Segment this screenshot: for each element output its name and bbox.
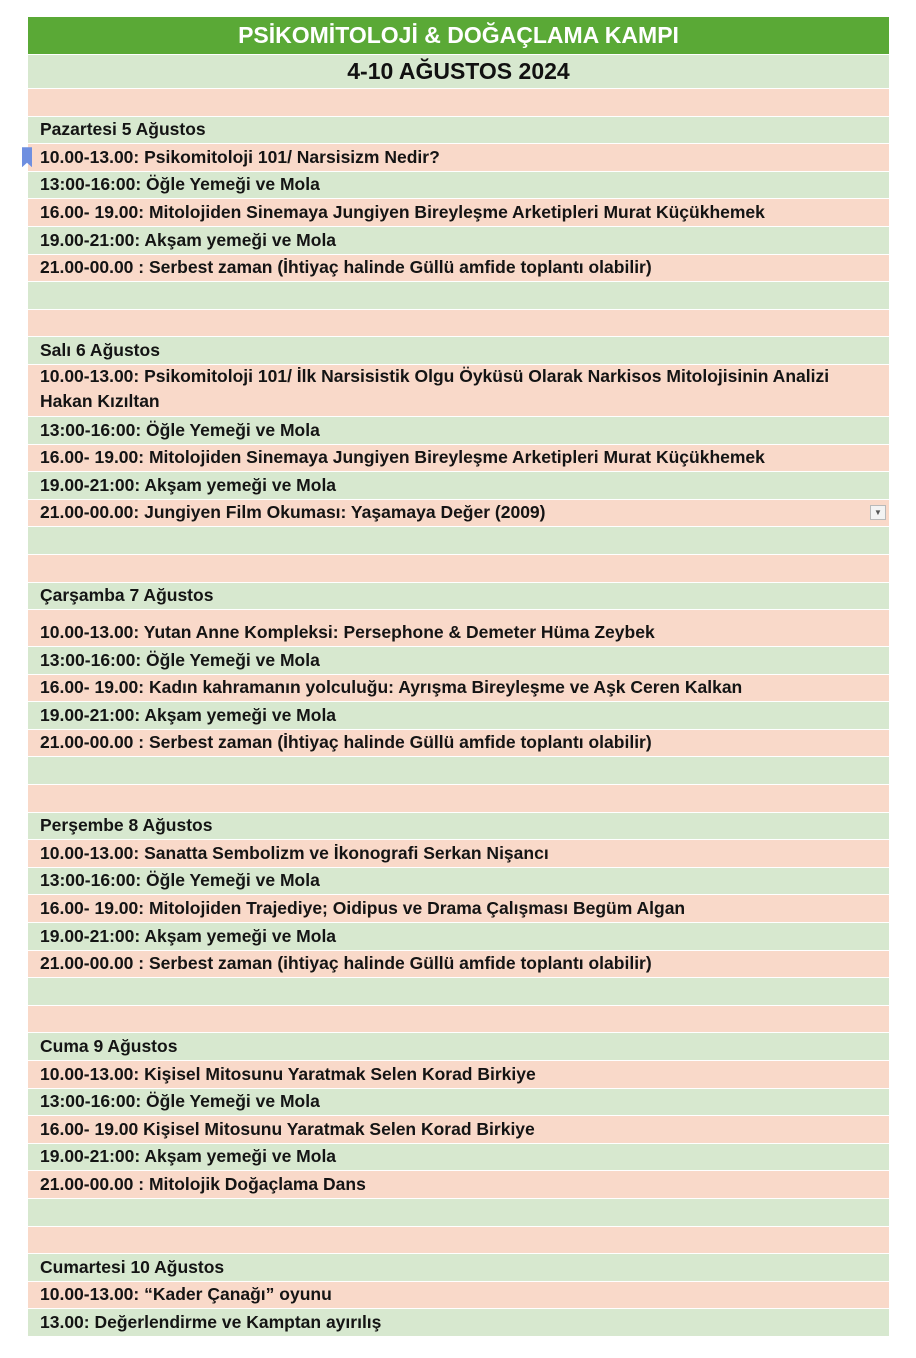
schedule-item[interactable] bbox=[28, 702, 889, 730]
empty-row[interactable] bbox=[28, 1199, 889, 1227]
empty-row[interactable] bbox=[28, 89, 889, 117]
dropdown-arrow-icon[interactable]: ▼ bbox=[870, 505, 886, 520]
schedule-item[interactable] bbox=[28, 417, 889, 445]
empty-row[interactable] bbox=[28, 1006, 889, 1034]
camp-dates: 4-10 AĞUSTOS 2024 bbox=[28, 55, 889, 89]
empty-row[interactable] bbox=[28, 282, 889, 310]
item-text: 16.00- 19.00: Mitolojiden Sinemaya Jungiyen Bireyleşme Arketipleri Murat Küçükhemek bbox=[40, 447, 765, 468]
schedule-item[interactable] bbox=[28, 1309, 889, 1337]
schedule-item[interactable] bbox=[28, 647, 889, 675]
item-text: 10.00-13.00: Sanatta Sembolizm ve İkonografi Serkan Nişancı bbox=[40, 842, 549, 863]
item-text: 16.00- 19.00: Kadın kahramanın yolculuğu: Ayrışma Bireyleşme ve Aşk Ceren Kalkan bbox=[40, 677, 743, 698]
day-label: Pazartesi 5 Ağustos bbox=[40, 119, 206, 140]
schedule-item[interactable] bbox=[28, 951, 889, 979]
day-heading[interactable] bbox=[28, 1033, 889, 1061]
item-text: 16.00- 19.00: Mitolojiden Trajediye; Oidipus ve Drama Çalışması Begüm Algan bbox=[40, 898, 686, 919]
schedule-item[interactable] bbox=[28, 255, 889, 283]
day-heading[interactable] bbox=[28, 583, 889, 611]
schedule-rows bbox=[28, 89, 889, 1337]
schedule-sheet bbox=[28, 17, 889, 1337]
schedule-item[interactable] bbox=[28, 199, 889, 227]
item-text: 19.00-21:00: Akşam yemeği ve Mola bbox=[40, 925, 337, 946]
day-heading[interactable] bbox=[28, 117, 889, 145]
schedule-item[interactable] bbox=[28, 1089, 889, 1117]
item-text: 19.00-21:00: Akşam yemeği ve Mola bbox=[40, 1146, 337, 1167]
day-label: Cuma 9 Ağustos bbox=[40, 1036, 178, 1056]
item-text: 21.00-00.00 : Mitolojik Doğaçlama Dans bbox=[40, 1173, 366, 1194]
item-text: 10.00-13.00: “Kader Çanağı” oyunu bbox=[40, 1284, 332, 1305]
item-text: 19.00-21:00: Akşam yemeği ve Mola bbox=[40, 704, 337, 725]
item-text: 13.00: Değerlendirme ve Kamptan ayırılış bbox=[40, 1311, 382, 1332]
schedule-item[interactable] bbox=[28, 172, 889, 200]
schedule-item[interactable] bbox=[28, 730, 889, 758]
item-text: 13:00-16:00: Öğle Yemeği ve Mola bbox=[40, 174, 320, 195]
schedule-item[interactable] bbox=[28, 1061, 889, 1089]
schedule-item[interactable] bbox=[28, 675, 889, 703]
schedule-item[interactable] bbox=[28, 227, 889, 255]
item-text: 10.00-13.00: Psikomitoloji 101/ Narsisizm Nedir? bbox=[40, 146, 440, 167]
schedule-item[interactable] bbox=[28, 1144, 889, 1172]
day-label: Perşembe 8 Ağustos bbox=[40, 815, 213, 836]
empty-row[interactable] bbox=[28, 757, 889, 785]
item-text: 21.00-00.00 : Serbest zaman (İhtiyaç halinde Güllü amfide toplantı olabilir) bbox=[40, 257, 652, 278]
item-text: 13:00-16:00: Öğle Yemeği ve Mola bbox=[40, 419, 320, 440]
item-text: 21.00-00.00: Jungiyen Film Okuması: Yaşamaya Değer (2009) bbox=[40, 502, 546, 523]
schedule-item[interactable] bbox=[28, 144, 889, 172]
item-text: 13:00-16:00: Öğle Yemeği ve Mola bbox=[40, 1091, 320, 1112]
day-label: Salı 6 Ağustos bbox=[40, 339, 160, 360]
empty-row[interactable] bbox=[28, 555, 889, 583]
schedule-item[interactable] bbox=[28, 923, 889, 951]
item-text: 13:00-16:00: Öğle Yemeği ve Mola bbox=[40, 649, 320, 670]
empty-row[interactable] bbox=[28, 785, 889, 813]
bookmark-icon[interactable] bbox=[22, 147, 32, 167]
item-text: 10.00-13.00: Yutan Anne Kompleksi: Persephone & Demeter Hüma Zeybek bbox=[40, 622, 655, 643]
item-text: 19.00-21:00: Akşam yemeği ve Mola bbox=[40, 474, 337, 495]
item-text: 21.00-00.00 : Serbest zaman (İhtiyaç halinde Güllü amfide toplantı olabilir) bbox=[40, 732, 652, 753]
item-text: 19.00-21:00: Akşam yemeği ve Mola bbox=[40, 229, 337, 250]
schedule-item[interactable] bbox=[28, 1171, 889, 1199]
empty-row[interactable] bbox=[28, 310, 889, 338]
empty-row[interactable] bbox=[28, 527, 889, 555]
day-heading[interactable] bbox=[28, 337, 889, 365]
camp-title: PSİKOMİTOLOJİ & DOĞAÇLAMA KAMPI bbox=[28, 17, 889, 55]
item-text: 21.00-00.00 : Serbest zaman (ihtiyaç halinde Güllü amfide toplantı olabilir) bbox=[40, 953, 652, 974]
schedule-item[interactable] bbox=[28, 445, 889, 473]
schedule-item[interactable] bbox=[28, 1116, 889, 1144]
schedule-item[interactable] bbox=[28, 840, 889, 868]
day-heading[interactable] bbox=[28, 1254, 889, 1282]
schedule-item[interactable] bbox=[28, 1282, 889, 1310]
item-text: 10.00-13.00: Kişisel Mitosunu Yaratmak Selen Korad Birkiye bbox=[40, 1063, 536, 1084]
empty-row[interactable] bbox=[28, 1227, 889, 1255]
item-text: 13:00-16:00: Öğle Yemeği ve Mola bbox=[40, 870, 320, 891]
schedule-item[interactable] bbox=[28, 610, 889, 647]
empty-row[interactable] bbox=[28, 978, 889, 1006]
item-text: 10.00-13.00: Psikomitoloji 101/ İlk Narsisistik Olgu Öyküsü Olarak Narkisos Mitolojisinin Analizi Hakan Kızıltan bbox=[40, 365, 830, 411]
schedule-item[interactable] bbox=[28, 895, 889, 923]
item-text: 16.00- 19.00 Kişisel Mitosunu Yaratmak Selen Korad Birkiye bbox=[40, 1118, 535, 1139]
schedule-item[interactable] bbox=[28, 365, 889, 417]
schedule-item[interactable] bbox=[28, 500, 889, 528]
day-label: Çarşamba 7 Ağustos bbox=[40, 585, 214, 606]
schedule-item[interactable] bbox=[28, 868, 889, 896]
item-text: 16.00- 19.00: Mitolojiden Sinemaya Jungiyen Bireyleşme Arketipleri Murat Küçükhemek bbox=[40, 201, 765, 222]
schedule-item[interactable] bbox=[28, 472, 889, 500]
day-heading[interactable] bbox=[28, 813, 889, 841]
day-label: Cumartesi 10 Ağustos bbox=[40, 1256, 225, 1277]
